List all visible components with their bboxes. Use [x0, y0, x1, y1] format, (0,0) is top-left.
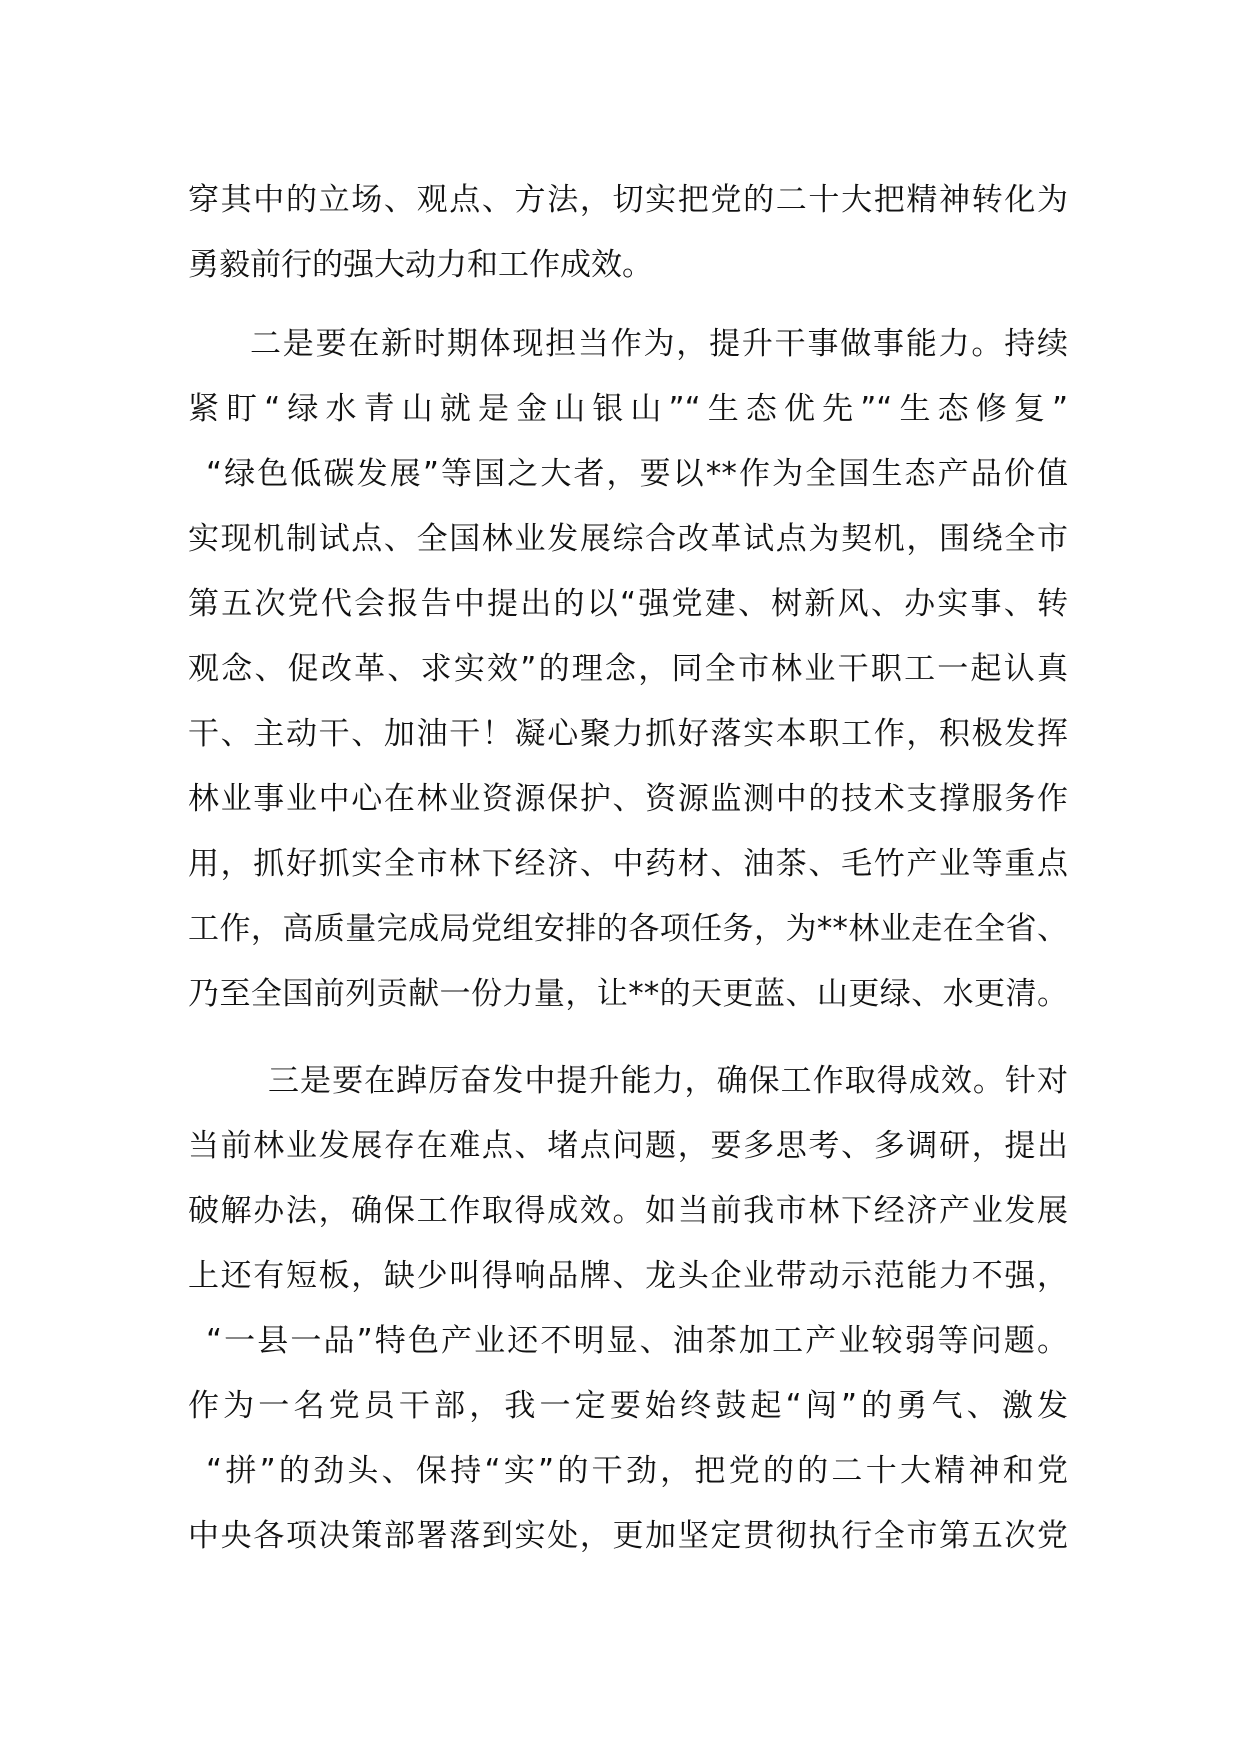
document-body: [188, 168, 1068, 1569]
text-line: “一县一品”特色产业还不明显、油茶加工产业较弱等问题。: [206, 1323, 1068, 1359]
text-line: 上还有短板，缺少叫得响品牌、龙头企业带动示范能力不强，: [188, 1258, 1068, 1294]
text-line: 勇毅前行的强大动力和工作成效。: [188, 247, 653, 283]
text-line: 实现机制试点、全国林业发展综合改革试点为契机，围绕全市: [188, 521, 1068, 557]
paragraph-3: [188, 1049, 1068, 1569]
paragraph-1: [188, 168, 1068, 298]
text-line: “拼”的劲头、保持“实”的干劲，把党的的二十大精神和党: [206, 1453, 1068, 1489]
text-line: 乃至全国前列贡献一份力量，让**的天更蓝、山更绿、水更清。: [188, 976, 1068, 1012]
text-line: 用，抓好抓实全市林下经济、中药材、油茶、毛竹产业等重点: [188, 846, 1068, 882]
text-line: 第五次党代会报告中提出的以“强党建、树新风、办实事、转: [188, 586, 1068, 622]
text-line: 干、主动干、加油干！凝心聚力抓好落实本职工作，积极发挥: [188, 716, 1068, 752]
text-line: 观念、促改革、求实效”的理念，同全市林业干职工一起认真: [188, 651, 1068, 687]
text-line: 破解办法，确保工作取得成效。如当前我市林下经济产业发展: [188, 1193, 1068, 1229]
paragraph-2: [188, 312, 1068, 1027]
text-line: 紧盯“绿水青山就是金山银山”“生态优先”“生态修复”: [188, 391, 1068, 427]
text-line: 二是要在新时期体现担当作为，提升干事做事能力。持续: [250, 326, 1068, 362]
text-line: 作为一名党员干部，我一定要始终鼓起“闯”的勇气、激发: [188, 1388, 1068, 1424]
text-line: 工作，高质量完成局党组安排的各项任务，为**林业走在全省、: [188, 911, 1068, 947]
text-line: 三是要在踔厉奋发中提升能力，确保工作取得成效。针对: [268, 1063, 1068, 1099]
text-line: 中央各项决策部署落到实处，更加坚定贯彻执行全市第五次党: [188, 1518, 1068, 1554]
text-line: 穿其中的立场、观点、方法，切实把党的二十大把精神转化为: [188, 182, 1068, 218]
text-line: “绿色低碳发展”等国之大者，要以**作为全国生态产品价值: [206, 456, 1068, 492]
text-line: 当前林业发展存在难点、堵点问题，要多思考、多调研，提出: [188, 1128, 1068, 1164]
text-line: 林业事业中心在林业资源保护、资源监测中的技术支撑服务作: [188, 781, 1068, 817]
